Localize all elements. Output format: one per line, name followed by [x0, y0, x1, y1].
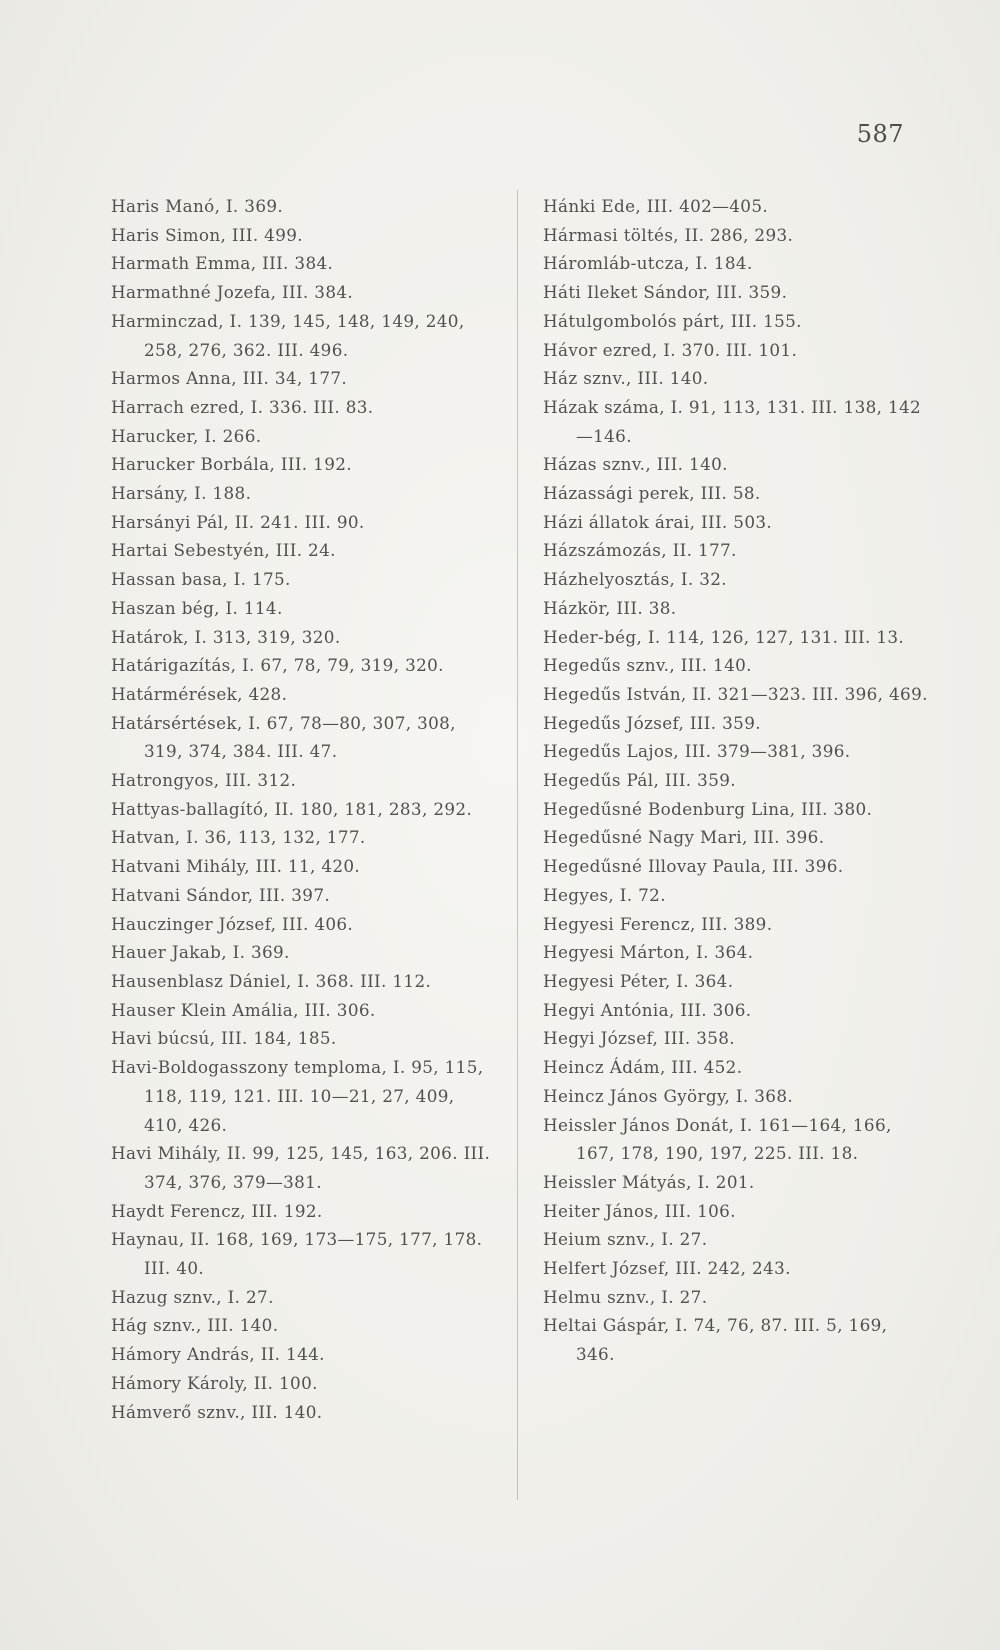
index-entry: Hegedűsné Bodenburg Lina, III. 380.	[543, 798, 873, 819]
index-entry: Hauser Klein Amália, III. 306.	[111, 999, 376, 1020]
index-entry: Heissler János Donát, I. 161—164, 166, 167, 178, 190, 197, 225. III. 18.	[543, 1114, 892, 1164]
index-entry: Háromláb-utcza, I. 184.	[543, 253, 753, 274]
index-entry: Hámory András, II. 144.	[111, 1344, 325, 1365]
index-column-left	[111, 192, 491, 1426]
index-entry: Hegyi Antónia, III. 306.	[543, 999, 752, 1020]
index-entry: Hatvani Sándor, III. 397.	[111, 884, 331, 905]
index-entry: Házszámozás, II. 177.	[543, 540, 737, 561]
index-entry: Havi búcsú, III. 184, 185.	[111, 1028, 337, 1049]
index-column-right	[543, 192, 928, 1369]
index-entry: Harsányi Pál, II. 241. III. 90.	[111, 511, 365, 532]
index-entry: Havi Mihály, II. 99, 125, 145, 163, 206. III. 374, 376, 379—381.	[111, 1143, 491, 1192]
index-entry: Házas sznv., III. 140.	[543, 454, 728, 475]
index-entry: Hegedűs István, II. 321—323. III. 396, 469.	[543, 683, 928, 704]
index-entry: Határok, I. 313, 319, 320.	[111, 626, 341, 647]
index-entry: Hauer Jakab, I. 369.	[111, 942, 290, 963]
index-entry: Heincz János György, I. 368.	[543, 1085, 794, 1106]
index-entry: Hatvani Mihály, III. 11, 420.	[111, 856, 361, 877]
index-entry: Harucker, I. 266.	[111, 425, 262, 446]
index-entry: Heltai Gáspár, I. 74, 76, 87. III. 5, 169, 346.	[543, 1315, 888, 1365]
index-entry: Házhelyosztás, I. 32.	[543, 569, 727, 590]
index-entry: Haszan bég, I. 114.	[111, 597, 283, 618]
index-entry: Helfert József, III. 242, 243.	[543, 1258, 791, 1279]
index-entry: Hegedűsné Nagy Mari, III. 396.	[543, 827, 825, 848]
index-entry: Harminczad, I. 139, 145, 148, 149, 240, 258, 276, 362. III. 496.	[111, 310, 465, 360]
index-entry: Hatrongyos, III. 312.	[111, 770, 297, 791]
index-entry: Házassági perek, III. 58.	[543, 483, 761, 504]
index-entry: Heissler Mátyás, I. 201.	[543, 1171, 755, 1192]
index-entry: Hegyes, I. 72.	[543, 884, 666, 905]
index-entry: Haynau, II. 168, 169, 173—175, 177, 178. III. 40.	[111, 1229, 483, 1279]
index-entry: Hegedűs Lajos, III. 379—381, 396.	[543, 741, 851, 762]
index-entry: Hegyesi Ferencz, III. 389.	[543, 913, 773, 934]
index-entry: Haydt Ferencz, III. 192.	[111, 1200, 323, 1221]
index-entry: Haris Manó, I. 369.	[111, 196, 284, 216]
index-entry: Határigazítás, I. 67, 78, 79, 319, 320.	[111, 655, 444, 676]
index-entry: Hánki Ede, III. 402—405.	[543, 196, 769, 216]
column-divider	[517, 190, 518, 1500]
index-entry: Hegedűs sznv., III. 140.	[543, 655, 752, 676]
index-entry: Hámory Károly, II. 100.	[111, 1372, 318, 1393]
index-entry: Harmathné Jozefa, III. 384.	[111, 282, 354, 303]
index-entry: Helmu sznv., I. 27.	[543, 1286, 708, 1307]
index-entry: Heium sznv., I. 27.	[543, 1229, 708, 1250]
index-entry: Hartai Sebestyén, III. 24.	[111, 540, 336, 561]
index-entry: Hegedűsné Illovay Paula, III. 396.	[543, 856, 844, 877]
index-entry: Hauczinger József, III. 406.	[111, 913, 354, 934]
index-entry: Harmath Emma, III. 384.	[111, 253, 334, 274]
index-entry: Hegedűs Pál, III. 359.	[543, 770, 736, 791]
index-entry: Harsány, I. 188.	[111, 483, 252, 504]
index-entry: Háti Ileket Sándor, III. 359.	[543, 282, 788, 303]
index-entry: Harmos Anna, III. 34, 177.	[111, 368, 348, 389]
index-entry: Heincz Ádám, III. 452.	[543, 1057, 743, 1078]
index-entry: Heiter János, III. 106.	[543, 1200, 736, 1221]
index-entry: Hegedűs József, III. 359.	[543, 712, 761, 733]
index-entry: Házak száma, I. 91, 113, 131. III. 138, 142—146.	[543, 396, 922, 446]
index-entry: Hág sznv., III. 140.	[111, 1315, 279, 1336]
index-entry: Ház sznv., III. 140.	[543, 368, 709, 389]
index-entry: Házi állatok árai, III. 503.	[543, 511, 773, 532]
index-entry: Hátulgombolós párt, III. 155.	[543, 310, 802, 331]
index-entry: Hármasi töltés, II. 286, 293.	[543, 224, 794, 245]
index-entry: Hávor ezred, I. 370. III. 101.	[543, 339, 798, 360]
index-entry: Határsértések, I. 67, 78—80, 307, 308, 319, 374, 384. III. 47.	[111, 712, 456, 762]
index-entry: Hazug sznv., I. 27.	[111, 1286, 274, 1307]
index-entry: Haris Simon, III. 499.	[111, 224, 303, 245]
index-entry: Hegyesi Péter, I. 364.	[543, 970, 734, 991]
index-entry: Havi-Boldogasszony temploma, I. 95, 115, 118, 119, 121. III. 10—21, 27, 409, 410, 426.	[111, 1057, 484, 1135]
index-entry: Hámverő sznv., III. 140.	[111, 1401, 323, 1422]
index-entry: Határmérések, 428.	[111, 683, 288, 704]
index-entry: Hassan basa, I. 175.	[111, 569, 291, 590]
index-entry: Harrach ezred, I. 336. III. 83.	[111, 396, 374, 417]
index-entry: Házkör, III. 38.	[543, 597, 677, 618]
index-entry: Hegyesi Márton, I. 364.	[543, 942, 754, 963]
page-number: 587	[856, 120, 904, 148]
index-entry: Hausenblasz Dániel, I. 368. III. 112.	[111, 970, 432, 991]
index-entry: Hattyas-ballagító, II. 180, 181, 283, 292.	[111, 798, 473, 819]
index-entry: Hegyi József, III. 358.	[543, 1028, 735, 1049]
index-entry: Hatvan, I. 36, 113, 132, 177.	[111, 827, 366, 848]
index-entry: Heder-bég, I. 114, 126, 127, 131. III. 13.	[543, 626, 905, 647]
index-entry: Harucker Borbála, III. 192.	[111, 454, 352, 475]
